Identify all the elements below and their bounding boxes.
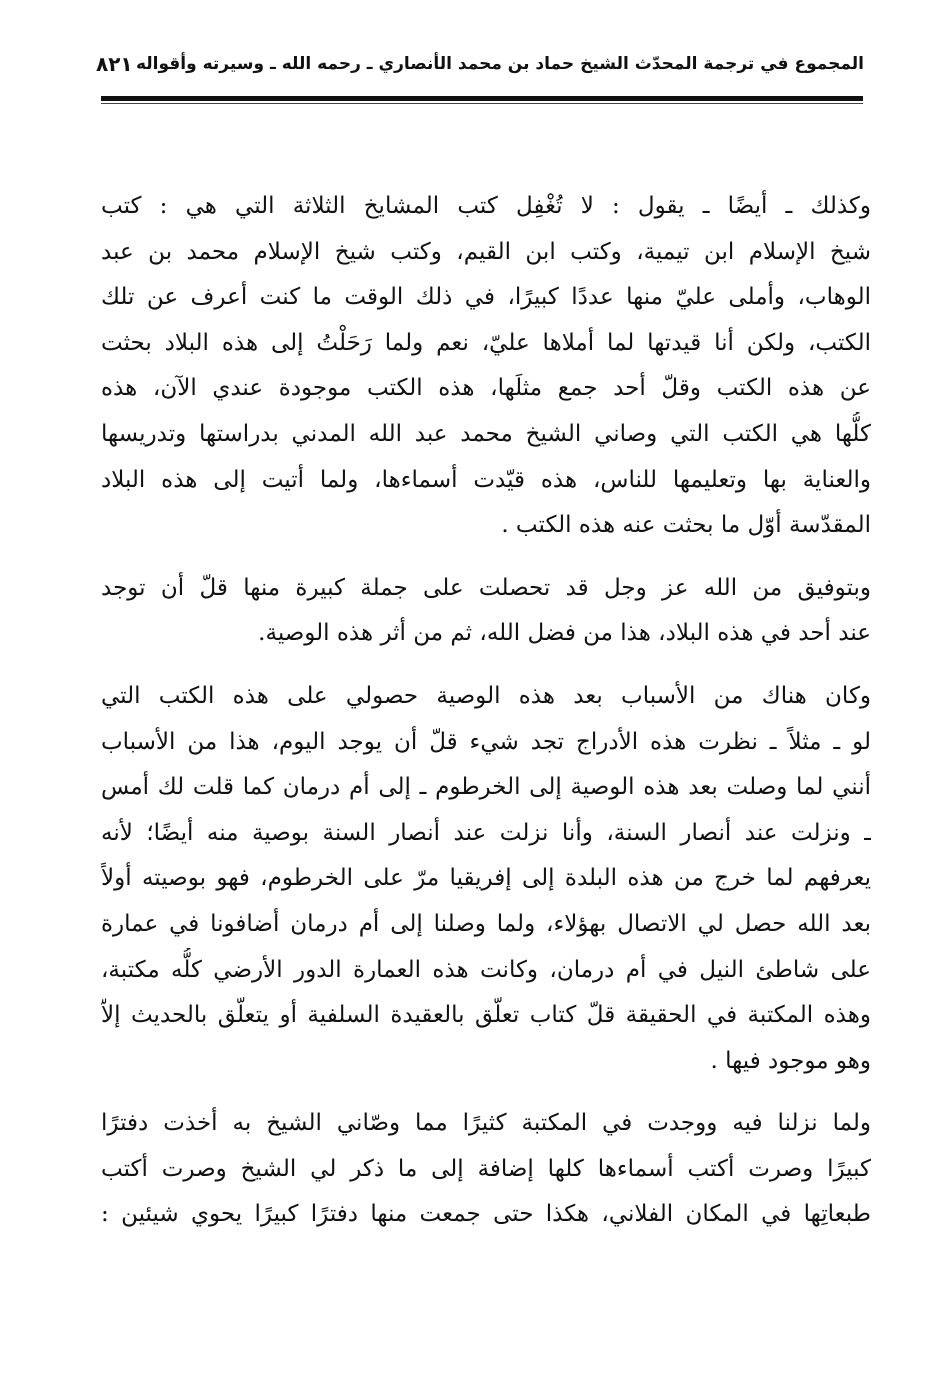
running-title: المجموع في ترجمة المحدّث الشيخ حماد بن محمد الأنصاري ـ رحمه الله ـ وسيرته وأقواله — [135, 54, 864, 74]
text-line: كبيرًا وصرت أكتب أسماءها كلها إضافة إلى ما ذكر لي الشيخ وصرت أكتب — [101, 1155, 871, 1182]
text-line: الكتب، ولكن أنا قيدتها لما أملاها عليّ، نعم ولما رَحَلْتُ إلى هذه البلاد بحثت — [101, 329, 871, 356]
page-header — [96, 44, 864, 84]
text-line: وهذه المكتبة في الحقيقة قلّ كتاب تعلّق بالعقيدة السلفية أو يتعلّق بالحديث إلاّ — [101, 1002, 871, 1029]
paragraph-3 — [101, 674, 871, 1084]
text-line: ولما نزلنا فيه ووجدت في المكتبة كثيرًا مما وصّاني الشيخ به أخذت دفترًا — [101, 1110, 871, 1137]
text-line: المقدّسة أوّل ما بحثت عنه هذه الكتب . — [501, 512, 871, 539]
paragraph-2 — [101, 566, 871, 657]
text-line: عن هذه الكتب وقلّ أحد جمع مثلَها، هذه الكتب موجودة عندي الآن، هذه — [101, 375, 871, 402]
text-line: الوهاب، وأملى عليّ منها عددًا كبيرًا، في ذلك الوقت ما كنت أعرف عن تلك — [101, 284, 871, 311]
page-number: ٨٢١ — [96, 52, 133, 76]
text-line: وكان هناك من الأسباب بعد هذه الوصية حصولي على هذه الكتب التي — [101, 682, 871, 709]
text-line: أنني لما وصلت بعد هذه الوصية إلى الخرطوم ـ إلى أم درمان كما قلت لك أمس — [101, 774, 871, 801]
text-line: شيخ الإسلام ابن تيمية، وكتب ابن القيم، وكتب شيخ الإسلام محمد بن عبد — [101, 238, 871, 265]
text-line: كلُّها هي الكتب التي وصاني الشيخ محمد عبد الله المدني بدراستها وتدريسها — [101, 420, 871, 447]
text-line: لو ـ مثلاً ـ نظرت هذه الأدراج تجد شيء قلّ أن يوجد اليوم، هذا من الأسباب — [101, 728, 871, 755]
text-line: على شاطئ النيل في أم درمان، وكانت هذه العمارة الدور الأرضي كلُّه مكتبة، — [101, 956, 871, 983]
text-line: بعد الله حصل لي الاتصال بهؤلاء، ولما وصلنا إلى أم درمان أضافونا في عمارة — [101, 910, 871, 937]
text-line: وهو موجود فيها . — [710, 1047, 871, 1074]
text-line: ـ ونزلت عند أنصار السنة، وأنا نزلت عند أنصار السنة بوصية منه أيضًا؛ لأنه — [101, 819, 871, 846]
paragraph-1 — [101, 184, 871, 549]
header-rule-thick — [101, 96, 863, 101]
header-rule-thin — [101, 103, 863, 104]
text-line: والعناية بها وتعليمها للناس، هذه قيّدت أسماءها، ولما أتيت إلى هذه البلاد — [101, 466, 871, 493]
text-line: وبتوفيق من الله عز وجل قد تحصلت على جملة كبيرة منها قلّ أن توجد — [101, 574, 871, 601]
text-line: يعرفهم لما خرج من هذه البلدة إلى إفريقيا مرّ على الخرطوم، فهو بوصيته أولاً — [101, 865, 871, 892]
text-line: عند أحد في هذه البلاد، هذا من فضل الله، ثم من أثر هذه الوصية. — [258, 620, 871, 647]
text-line: وكذلك ـ أيضًا ـ يقول : لا تُغْفِل كتب المشايخ الثلاثة التي هي : كتب — [101, 193, 871, 219]
text-line: طبعاتِها في المكان الفلاني، هكذا حتى جمعت منها دفترًا كبيرًا يحوي شيئين : — [101, 1201, 871, 1228]
paragraph-4 — [101, 1101, 871, 1238]
body-text — [101, 184, 871, 1255]
